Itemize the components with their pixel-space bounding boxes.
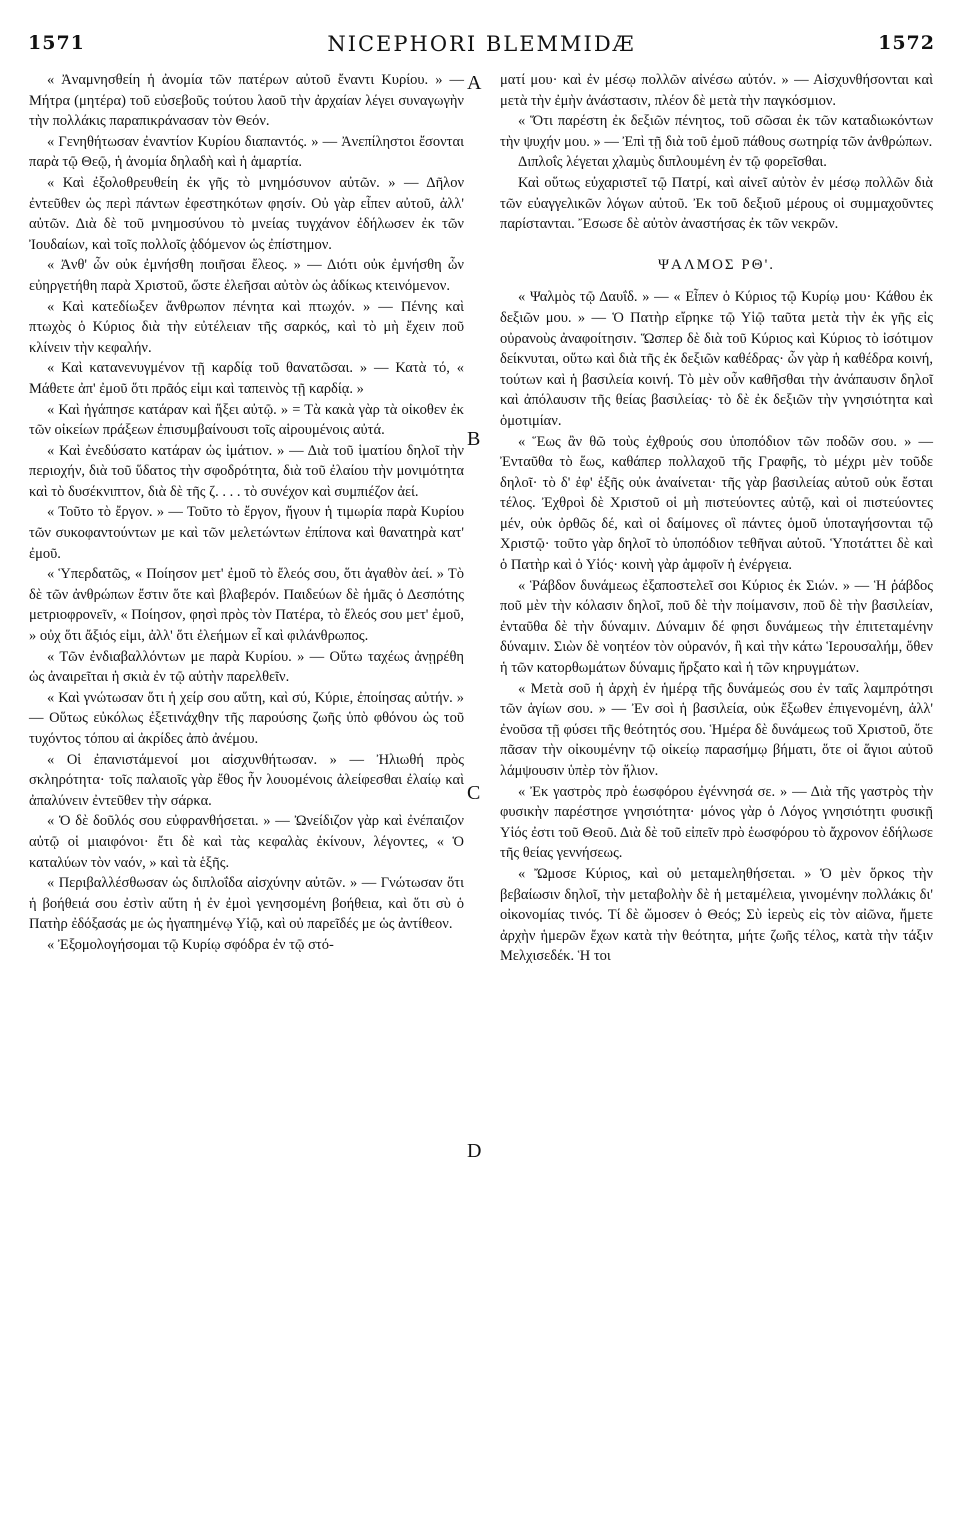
paragraph: « Καὶ ἐνεδύσατο κατάραν ὡς ἱμάτιον. » — Διὰ τοῦ ἱματίου δηλοῖ τὴν περιοχήν, διὰ τοῦ ὕδατος τὴν σφοδρότητα, διὰ τοῦ ἐλαίου τὴν μονιμότητα καὶ τὸ δυσέκνιπτον, διὰ δὲ τῆς ζ. . . . τὸ συνέχον καὶ συμπιέζον ἀεί. [29,442,464,500]
margin-letter-d: D [467,1140,482,1162]
paragraph: « Ῥάβδον δυνάμεως ἐξαποστελεῖ σοι Κύριος ἐκ Σιών. » — Ἡ ῥάβδος ποῦ μὲν τὴν κόλασιν δηλοῖ, ποῦ δὲ τὴν ποίμανσιν, ποῦ δὲ τὴν βασιλείαν, ἐνταῦθα δὲ τὴν δύναμιν. Δύναμιν δέ φησι δυνάμεως τὴν ἐπιτεταμένην δύναμιν. Σιὼν δὲ νοητέον τὸν οὐρανόν, ἢ καὶ τὴν κάτω Ἱερουσαλήμ, ὅθεν ἡ τῶν κατορθωμάτων δύναμις ἤρξατο καὶ ἡ τῶν κηρυγμάτων. [500,577,933,677]
left-column [29,70,464,956]
right-column [500,70,933,967]
paragraph: « Ἐξομολογήσομαι τῷ Κυρίῳ σφόδρα ἐν τῷ στό- [47,936,334,953]
paragraph: « Καὶ ἐξολοθρευθείη ἐκ γῆς τὸ μνημόσυνον αὐτῶν. » — Δῆλον ἐντεῦθεν ὡς περὶ πάντων ἐφεστηκότων φησίν. Οὐ γὰρ εἶπεν αὐτοῦ, ἀλλ' αὐτῶν. Διὰ δὲ τοῦ μνημοσύνου τὸ μνείας τυγχάνον ἐδήλωσεν ἐκ τῶν Ἰουδαίων, καὶ τοῖς πολλοῖς ᾀδόμενον ὡς ἐπίστημον. [29,174,464,253]
paragraph: « Ὤμοσε Κύριος, καὶ οὐ μεταμεληθήσεται. » Ὁ μὲν ὅρκος τὴν βεβαίωσιν δηλοῖ, τὴν μεταβολὴν δὲ ἡ μεταμέλεια, γινομένην πολλάκις δι' οἰκονομίας τινός. Τί δὲ ὤμοσεν ὁ Θεός; Σὺ ἱερεὺς εἰς τὸν αἰῶνα, ἤμετε ἀρχὴν ἡμερῶν ἔχων κατὰ τὴν θεότητα, μήτε ζωῆς τέλος, κατὰ τὴν τάξιν Μελχισεδέκ. Ἡ τοι [500,865,933,965]
paragraph: « Ἐκ γαστρὸς πρὸ ἑωσφόρου ἐγέννησά σε. » — Διὰ τῆς γαστρὸς τὴν φυσικὴν παρέστησε γνησιότητα· μόνος γὰρ ὁ Λόγος γνησιότητι φυσικῇ Υἱός ἐστι τοῦ Θεοῦ. Διὰ δὲ τοῦ εἰπεῖν πρὸ ἑωσφόρου τὸ ἄχρονον ἐδήλωσε τῆς θείας γεννήσεως. [500,783,933,862]
left-page-number: 1571 [28,32,85,54]
paragraph: Καὶ οὕτως εὐχαριστεῖ τῷ Πατρί, καὶ αἰνεῖ αὐτὸν ἐν μέσῳ πολλῶν διὰ τῶν εὐαγγελικῶν λόγων αὐτοῦ. Ἐκ τοῦ δεξιοῦ μέρους οἱ συμμαχοῦντες παρίστανται. Ἔσωσε δὲ αὐτὸν ἀναστήσας ἐκ τῶν νεκρῶν. [500,174,933,233]
margin-letter-c: C [467,782,481,804]
paragraph: « Καὶ ἠγάπησε κατάραν καὶ ἥξει αὐτῷ. » = Τὰ κακὰ γὰρ τὰ οἰκοθεν ἐκ τῶν οἰκείων πράξεων ἐπισυμβαίνουσι τοῖς αἱρουμένοις αὐτά. [29,401,464,439]
paragraph: « Ὑπερδατῶς, « Ποίησον μετ' ἐμοῦ τὸ ἔλεός σου, ὅτι ἀγαθὸν ἀεί. » Τὸ δὲ τῶν ἀνθρώπων ἔστιν ὅτε καὶ βλαβερόν. Παιδεύων δὲ ἡμᾶς ὁ Δεσπότης μετριοφρονεῖν, « Ποίησον, φησὶ πρὸς τὸν Πατέρα, τὸ ἔλεός σου μετ' ἐμοῦ, » οὐχ ὅτι ἄξιός εἰμι, ἀλλ' ὅτι ἐλεήμων εἶ καὶ φιλάνθρωπος. [29,566,464,645]
paragraph: « Καὶ κατανενυγμένον τῇ καρδίᾳ τοῦ θανατῶσαι. » — Κατὰ τό, « Μάθετε ἀπ' ἐμοῦ ὅτι πρᾶός εἰμι καὶ ταπεινὸς τῇ καρδίᾳ. » [29,360,464,397]
paragraph: « Καὶ κατεδίωξεν ἄνθρωπον πένητα καὶ πτωχόν. » — Πένης καὶ πτωχὸς ὁ Κύριος διὰ τὴν εὐτέλειαν τῆς σαρκός, καὶ τὸ μὴ ἔχειν ποῦ κλίνειν τὴν κεφαλήν. [29,298,464,356]
paragraph: « Ἀναμνησθείη ἡ ἀνομία τῶν πατέρων αὐτοῦ ἔναντι Κυρίου. » — Μήτρα (μητέρα) τοῦ εὐσεβοῦς τούτου λαοῦ τὴν ἀρχαίαν λέγει συναγωγὴν τὴν πολλάκις παραπικράνασαν τὸν Θεόν. [29,72,464,130]
paragraph: « Ἀνθ' ὧν οὐκ ἐμνήσθη ποιῆσαι ἔλεος. » — Διότι οὐκ ἐμνήσθη ὧν εὐηργετήθη παρὰ Χριστοῦ, ὥστε ἐλεῆσαι αὐτὸν ὡς ἀδίκως κτεινόμενον. [29,257,464,294]
paragraph: ματί μου· καὶ ἐν μέσῳ πολλῶν αἰνέσω αὐτόν. » — Αἰσχυνθήσονται καὶ μετὰ τὴν ἐμὴν ἀνάστασιν, πλέον δὲ μετὰ τὴν παγκόσμιον. [500,72,933,109]
section-title: ΨΑΛΜΟΣ ΡΘ'. [657,256,776,273]
paragraph: « Μετὰ σοῦ ἡ ἀρχὴ ἐν ἡμέρᾳ τῆς δυνάμεώς σου ἐν ταῖς λαμπρότησι τῶν ἁγίων σου. » — Ἐν σοὶ ἡ βασιλεία, οὐκ ἔξωθεν ἐπιγενομένη, ἀλλ' ἐνοῦσα τῇ φύσει τῆς θεότητός σου. Ἡμέρα δὲ δυνάμεως τοῦ Χριστοῦ, ὅτε πᾶσαν τὴν οἰκουμένην τῷ οἰκείῳ παρασήμῳ βήματι, ὅτε οἱ ἅγιοι αὐτοῦ λάμψουσιν ὑπὲρ τὸν ἥλιον. [500,680,933,779]
paragraph: « Περιβαλλέσθωσαν ὡς διπλοΐδα αἰσχύνην αὐτῶν. » — Γνώτωσαν ὅτι ἡ βοήθειά σου ἐστὶν αὕτη ἡ ἐν ἐμοὶ γενησομένη βοήθεια, καὶ ὅτι σὺ ὁ Πατὴρ ἐδόξασάς με ὡς ἠγαπημένῳ Υἱῷ, καὶ οὐ παρεῖδές με ὡς ἀντίθεον. [29,875,464,933]
margin-letter-a: A [467,72,482,94]
margin-letter-b: B [467,428,481,450]
paragraph: « Ὁ δὲ δοῦλός σου εὐφρανθήσεται. » — Ὠνείδιζον γὰρ καὶ ἐνέπαιζον αὐτῷ οἱ μιαιφόνοι· ἔτι δὲ καὶ τὰς κεφαλὰς ἐκίνουν, λέγοντες, « Ὁ καταλύων τὸν ναόν, » καὶ τὰ ἑξῆς. [29,813,464,871]
running-title: NICEPHORI BLEMMIDÆ [327,32,636,56]
paragraph: « Ψαλμὸς τῷ Δαυΐδ. » — « Εἶπεν ὁ Κύριος τῷ Κυρίῳ μου· Κάθου ἐκ δεξιῶν μου. » — Ὁ Πατὴρ εἴρηκε τῷ Υἱῷ ταῦτα μετὰ τὴν ἐκ γῆς εἰς οὐρανοὺς ἀναφοίτησιν. Ὥσπερ δὲ διὰ τοῦ Κύριος καὶ Κύριος τὸ ἰσότιμον δείκνυται, οὕτω καὶ διὰ τῆς ἐκ δεξιῶν καθέδρας· ὧν γὰρ ἡ καθέδρα κοινή, τούτων καὶ ἡ βασιλεία κοινή. Τὸ μὲν οὖν καθῆσθαι τὴν ἀνάπαυσιν δηλοῖ καὶ ἀπόλαυσιν τῆς θείας βασιλείας· τὸ δὲ ἐκ δεξιῶν τὴν γνησιότητα καὶ ὁμοτιμίαν. [500,289,933,429]
paragraph: « Καὶ γνώτωσαν ὅτι ἡ χείρ σου αὕτη, καὶ σύ, Κύριε, ἐποίησας αὐτήν. » — Οὕτως εὐκόλως ἐξετινάχθην τῆς παρούσης ζωῆς ὑπὸ φθόνου ὡς τοῦ τυχόντος τόπου αἱ ἀκρίδες ἀπὸ ἀνέμου. [29,689,464,747]
paragraph: « Ὅτι παρέστη ἐκ δεξιῶν πένητος, τοῦ σῶσαι ἐκ τῶν καταδιωκόντων τὴν ψυχήν μου. » — Ἐπὶ τῇ διὰ τοῦ ἐμοῦ πάθους σωτηρίᾳ τῶν ἀνθρώπων. [500,113,933,150]
paragraph: « Γενηθήτωσαν ἐναντίον Κυρίου διαπαντός. » — Ἀνεπίληστοι ἔσονται παρὰ τῷ Θεῷ, ἡ ἀνομία δηλαδὴ καὶ ἡ ἁμαρτία. [29,133,464,171]
paragraph: « Τοῦτο τὸ ἔργον. » — Τοῦτο τὸ ἔργον, ἤγουν ἡ τιμωρία παρὰ Κυρίου τῶν συκοφαντούντων με καὶ τῶν μελετώντων ἐπίπονα καὶ θανατηρὰ κατ' ἐμοῦ. [29,504,464,562]
page-header [28,32,935,62]
paragraph: « Ἕως ἂν θῶ τοὺς ἐχθρούς σου ὑποπόδιον τῶν ποδῶν σου. » — Ἐνταῦθα τὸ ἕως, καθάπερ πολλαχοῦ τῆς Γραφῆς, τὸ μέχρι μὲν τοῦδε δηλοῖ· τὸ δ' ἐφ' ἑξῆς οὐκ ἀναίνεται· τῆς γὰρ βασιλείας αὐτοῦ οὐκ ἔσται τέλος. Ἐχθροὶ δὲ Χριστοῦ οἱ μὴ πιστεύοντες αὐτῷ, καὶ οἱ πιστεύοντες μέν, οὐκ ὀρθῶς δέ, καὶ οἱ δαίμονες οἳ πάντες ὁμοῦ ὑποταγήσονται τῷ Χριστῷ· τοῦτο γὰρ δηλοῖ τὸ ὑποπόδιον τεθῆναι αὐτοῦ. Ὑποτάττει δὲ καὶ ὁ Πατὴρ καὶ ὁ Υἱός· κοινὴ γὰρ ἀμφοῖν ἡ ἐνέργεια. [500,433,933,574]
right-page-number: 1572 [878,32,935,54]
paragraph: « Τῶν ἐνδιαβαλλόντων με παρὰ Κυρίου. » — Οὕτω ταχέως ἀνῃρέθη ὡς ἀναιρεῖται ἡ σκιὰ ἐν τῷ αὐτὴν παρελθεῖν. [29,648,464,686]
paragraph: Διπλοΐς λέγεται χλαμὺς διπλουμένη ἐν τῷ φορεῖσθαι. [518,154,827,171]
paragraph: « Οἱ ἐπανιστάμενοί μοι αἰσχυνθήτωσαν. » — Ἠλιωθή πρὸς σκληρότητα· τοῖς παλαιοῖς γὰρ ἔθος ἦν λουομένοις ἀλείφεσθαι ἐλαίῳ καὶ ἀπαλύνειν ἐντεῦθεν τὴν σάρκα. [29,751,464,809]
